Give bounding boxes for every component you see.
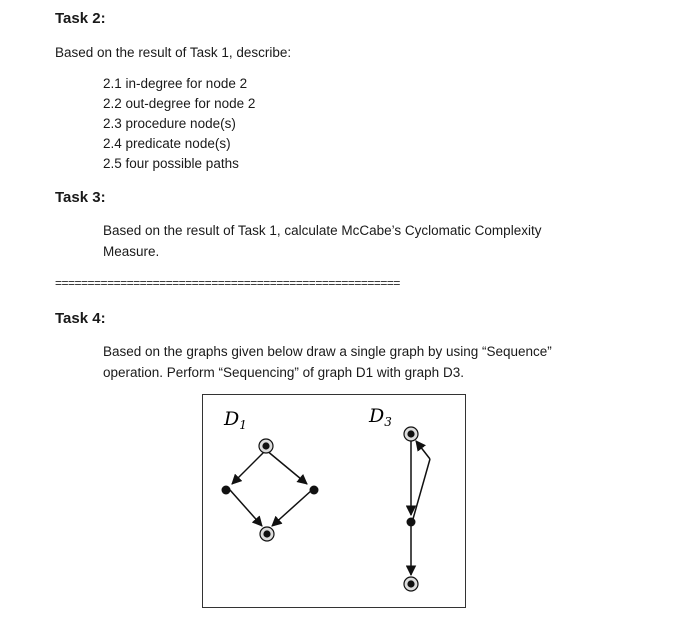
d1-edge-left-bottom [230,490,262,526]
separator-line: ===================================================== [55,276,400,290]
list-item: 2.4 predicate node(s) [103,136,231,151]
d3-edge-loop-up [413,459,430,519]
d1-edge-right-bottom [272,490,312,526]
list-item: 2.1 in-degree for node 2 [103,76,248,91]
list-item: 2.3 procedure node(s) [103,116,236,131]
task4-line1: Based on the graphs given below draw a single graph by using “Sequence” [103,344,552,359]
d1-label: $D_1$ [224,408,247,432]
list-item: 2.2 out-degree for node 2 [103,96,256,111]
task4-heading: Task 4: [55,310,106,327]
d1-node-right [310,486,319,495]
graph-figure [202,394,466,608]
d1-node-left [222,486,231,495]
task2-heading: Task 2: [55,10,106,27]
d1-node-exit [260,527,274,541]
task3-line2: Measure. [103,244,160,259]
d3-label: $D_3$ [369,405,392,429]
graphs-svg [203,395,467,609]
task3-heading: Task 3: [55,189,106,206]
d1-edge-top-left [232,450,266,484]
task2-intro: Based on the result of Task 1, describe: [55,45,292,60]
d1-edge-top-right [266,450,307,484]
task3-line1: Based on the result of Task 1, calculate McCabe’s Cyclomatic Complexity [103,223,542,238]
d3-node-entry [404,427,418,441]
task4-line2: operation. Perform “Sequencing” of graph D1 with graph D3. [103,365,464,380]
d1-node-entry [259,439,273,453]
d3-node-middle [407,518,416,527]
d3-node-exit [404,577,418,591]
task2-list [103,74,255,174]
list-item: 2.5 four possible paths [103,156,239,171]
d3-edge-loop-back [416,441,430,459]
